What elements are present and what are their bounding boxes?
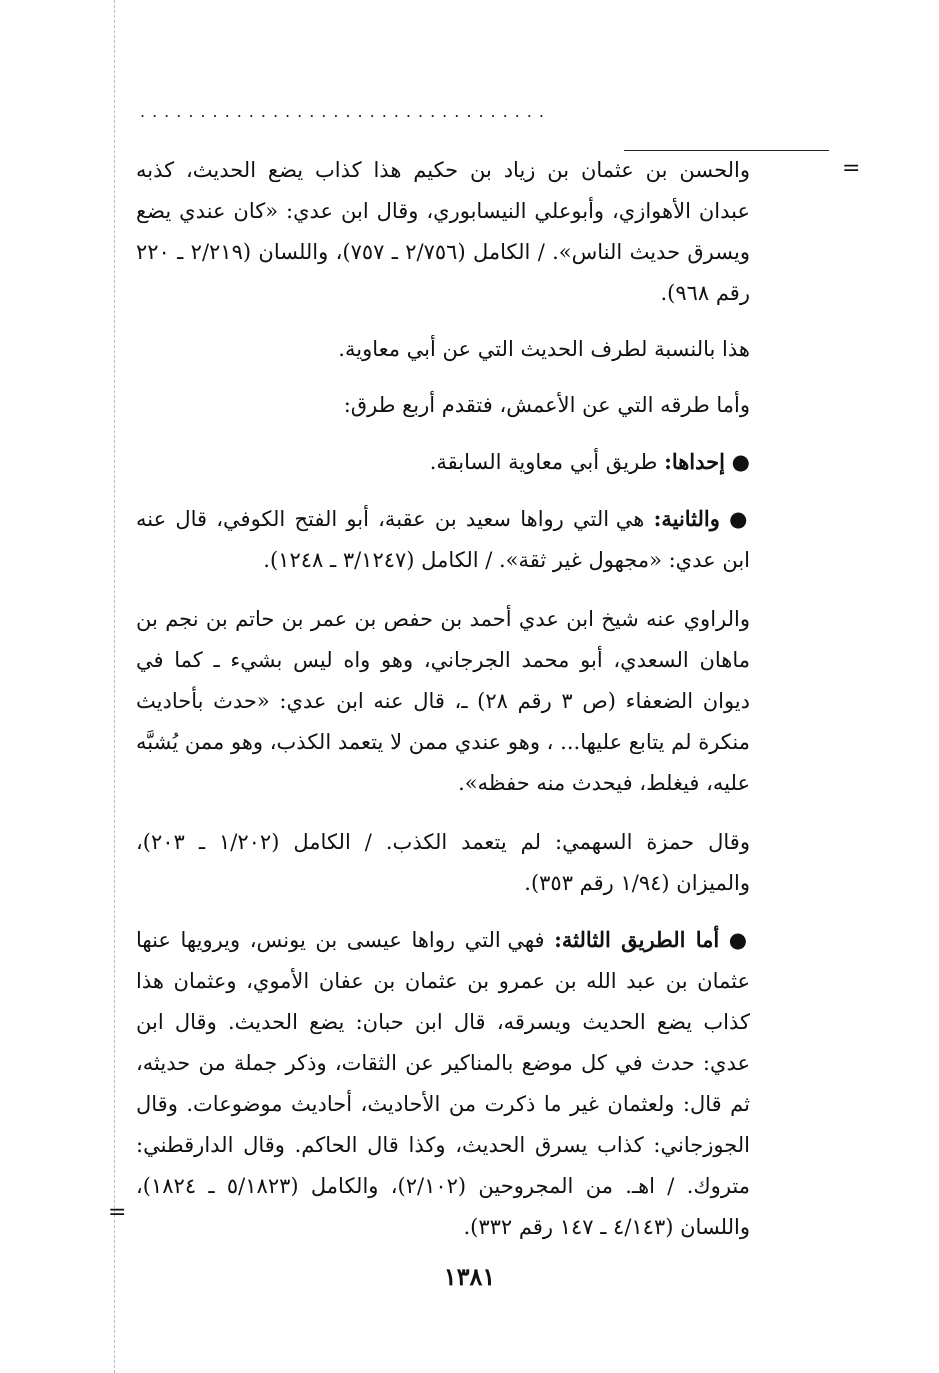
page-number: ١٣٨١ xyxy=(443,1262,496,1291)
route-lead: إحداها: xyxy=(664,449,725,474)
route-lead: أما الطريق الثالثة: xyxy=(554,927,720,952)
bullet-icon: ● xyxy=(728,927,750,952)
paragraph-hamza-sahmi: وقال حمزة السهمي: لم يتعمد الكذب. / الكامل (١/٢٠٢ ـ ٢٠٣)، والميزان (١/٩٤ رقم ٣٥٣). xyxy=(136,830,750,895)
paragraph-second-route xyxy=(136,498,750,581)
paragraph-hasan-ibn-uthman: والحسن بن عثمان بن زياد بن حكيم هذا كذاب يضع الحديث، كذبه عبدان الأهوازي، وأبوعلي النيسابوري، وقال ابن عدي: «كان عندي يضع ويسرق حديث الناس». / الكامل (٢/٧٥٦ ـ ٧٥٧)، واللسان (٢/٢١٩ ـ ٢٢٠ رقم ٩٦٨). xyxy=(136,158,750,305)
paragraph-first-route xyxy=(136,441,750,483)
bullet-icon: ● xyxy=(729,506,750,531)
route-text: فهي التي رواها عيسى بن يونس، ويرويها عنها عثمان بن عبد الله بن عمرو بن عثمان بن عفان الأموي، وعثمان هذا كذاب يضع الحديث ويسرقه، قال ابن حبان: يضع الحديث. وقال ابن عدي: حدث في كل موضع بالمناكير عن الثقات، وذكر جملة من حديثه، ثم قال: ولعثمان غير ما ذكرت من الأحاديث، أحاديث موضوعات. وقال الجوزجاني: كذاب يسرق الحديث، وكذا قال الحاكم. وقال الدارقطني: متروك. / اهـ. من المجروحين (٢/١٠٢)، والكامل (٥/١٨٢٣ ـ ١٨٢٤)، واللسان (٤/١٤٣ ـ ١٤٧ رقم ٣٣٢). xyxy=(136,928,750,1239)
header-dot-leader: .................................. xyxy=(140,102,551,121)
continuation-mark-top: = xyxy=(842,156,861,181)
paragraph-abu-muawiya-note: هذا بالنسبة لطرف الحديث التي عن أبي معاوية. xyxy=(338,337,750,361)
paragraph-narrator-ahmad: والراوي عنه شيخ ابن عدي أحمد بن حفص بن عمر بن حاتم بن نجم بن ماهان السعدي، أبو محمد الجرجاني، وهو واه ليس بشيء ـ كما في ديوان الضعفاء (ص ٣ رقم ٢٨) ـ، قال عنه ابن عدي: «حدث بأحاديث منكرة لم يتابع عليها... ، وهو عندي ممن لا يتعمد الكذب، وهو ممن يُشبَّه عليه، فيغلط، فيحدث منه حفظه». xyxy=(136,607,750,795)
paragraph-amash-routes: وأما طرقه التي عن الأعمش، فتقدم أربع طرق: xyxy=(343,393,750,417)
paragraph-third-route xyxy=(136,919,750,1248)
continuation-mark-bottom: = xyxy=(108,1200,127,1225)
route-lead: والثانية: xyxy=(653,506,720,531)
route-text: طريق أبي معاوية السابقة. xyxy=(429,450,658,474)
binding-cut-line xyxy=(114,0,115,1373)
footnote-text xyxy=(136,150,750,1248)
route-text: هي التي رواها سعيد بن عقبة، أبو الفتح الكوفي، قال عنه ابن عدي: «مجهول غير ثقة». / الكامل (٣/١٢٤٧ ـ ١٢٤٨). xyxy=(136,507,750,572)
bullet-icon: ● xyxy=(731,449,750,474)
